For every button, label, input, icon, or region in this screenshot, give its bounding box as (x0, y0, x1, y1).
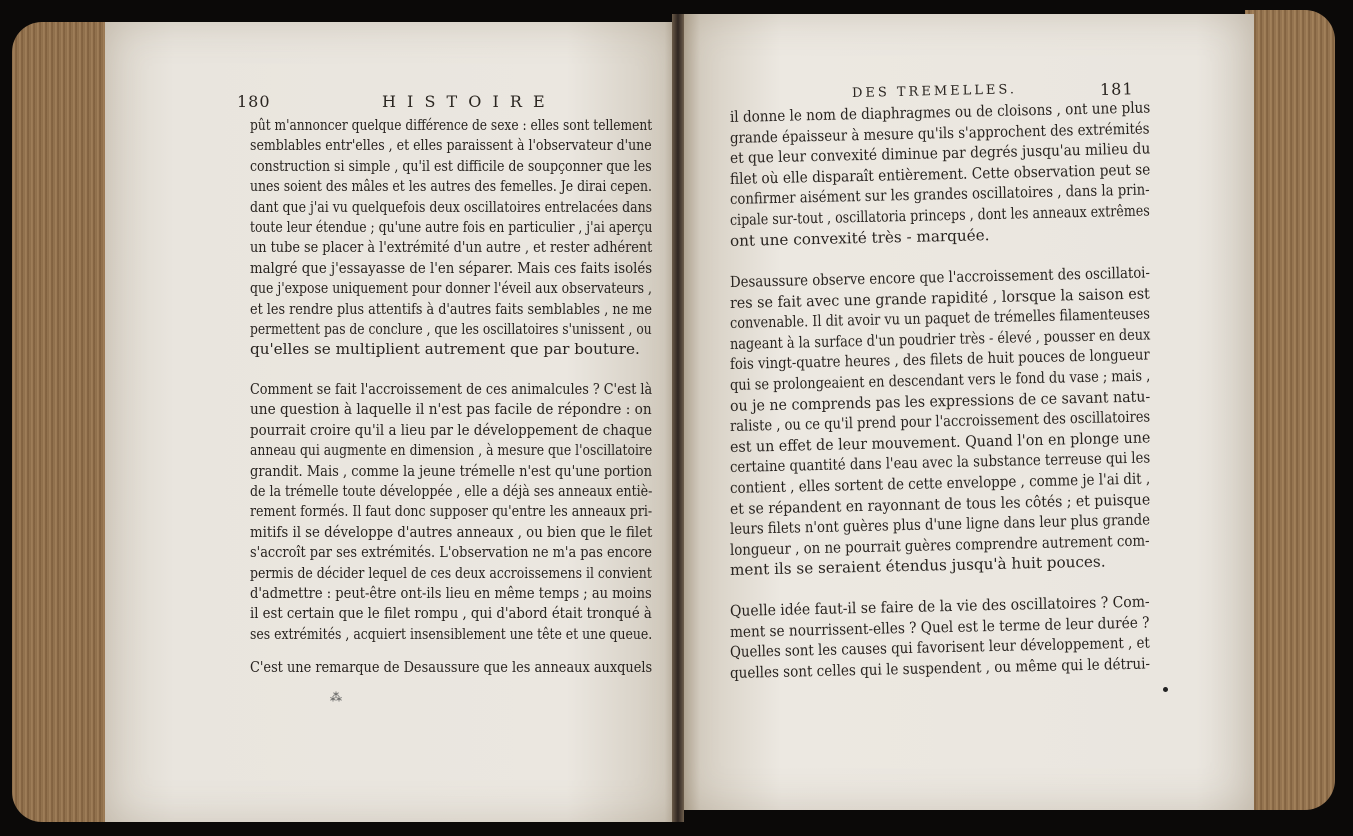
text-line: d'admettre : peut-être ont-ils lieu en même temps ; au moins (250, 584, 652, 602)
text-line: C'est une remarque de Desaussure que les anneaux auxquels (250, 658, 653, 676)
text-line: qu'elles se multiplient autrement que par bouture. (250, 340, 640, 359)
text-line: malgré que j'essayasse de l'en séparer. Mais ces faits isolés (250, 258, 653, 277)
text-line: Desaussure observe encore que l'accroissement des oscillatoi- (729, 263, 1151, 291)
text-line: cipale sur-tout , oscillatoria princeps , dont les anneaux extrêmes (729, 201, 1150, 229)
text-line: s'accroît par ses extrémités. L'observation ne m'a pas encore (250, 543, 652, 562)
text-line: Quelles sont les causes qui favorisent leur développement , et (729, 633, 1150, 662)
ink-spot (1163, 687, 1168, 692)
left-running-head: H I S T O I R E (382, 92, 548, 111)
text-line: grande épaisseur à mesure qu'ils s'approchent des extrémités (729, 119, 1150, 147)
text-line: semblables entr'elles , et elles paraissent à l'observateur d'une (250, 136, 652, 155)
book-gutter (672, 14, 684, 822)
text-line: res se fait avec une grande rapidité , lorsque la saison est (729, 284, 1151, 312)
text-line: convenable. Il dit avoir vu un paquet de trémelles filamenteuses (729, 304, 1151, 333)
text-line: de la trémelle toute développée , elle a déjà ses anneaux entiè- (250, 482, 653, 500)
text-line: est un effet de leur mouvement. Quand l'on en plonge une (729, 428, 1151, 456)
text-line: une question à laquelle il n'est pas facile de répondre : on (250, 400, 652, 419)
text-line: ment se nourrissent-elles ? Quel est le terme de leur durée ? (729, 613, 1150, 641)
right-page-number: 181 (1099, 79, 1134, 99)
text-line: qui se prolongeaient en descendant vers le fond du vase ; mais , (729, 366, 1151, 394)
text-line: que j'expose uniquement pour donner l'éveil aux observateurs , (250, 279, 652, 298)
text-line: Comment se fait l'accroissement de ces animalcules ? C'est là (250, 380, 653, 398)
right-running-head: DES TREMELLES. (851, 82, 1018, 101)
text-line: et se répandent en rayonnant de tous les côtés ; et puisque (729, 490, 1151, 518)
text-line: pût m'annoncer quelque différence de sexe : elles sont tellement (250, 116, 653, 134)
text-line: quelles sont celles qui le suspendent , ou même qui le détrui- (729, 654, 1151, 682)
text-line: pourrait croire qu'il a lieu par le développement de chaque (250, 420, 652, 439)
text-line: construction si simple , qu'il est difficile de soupçonner que les (250, 156, 652, 175)
left-page-edges (12, 22, 112, 822)
text-line: ont une convexité très - marquée. (729, 225, 990, 250)
printer-mark: ⁂ (330, 690, 342, 704)
text-line: toute leur étendue ; qu'une autre fois en particulier , j'ai aperçu (250, 218, 653, 236)
text-line: dant que j'ai vu quelquefois deux oscillatoires entrelacées dans (250, 197, 653, 216)
text-line: leurs filets n'ont guères plus d'une ligne dans leur plus grande (729, 510, 1151, 539)
text-line: fois vingt-quatre heures , des filets de huit pouces de longueur (729, 345, 1150, 374)
text-line: il est certain que le filet rompu , qui d'abord était tronqué à (250, 604, 652, 623)
text-line: longueur , on ne pourrait guères comprendre autrement com- (729, 531, 1150, 559)
text-line: anneau qui augmente en dimension , à mesure que l'oscillatoire (250, 441, 653, 460)
text-line: ses extrémités , acquiert insensiblement une tête et une queue. (250, 624, 653, 643)
left-page-number: 180 (237, 92, 271, 111)
text-line: un tube se placer à l'extrémité d'un autre , et rester adhérent (250, 238, 653, 257)
text-line: contient , elles sortent de cette enveloppe , comme je l'ai dit , (729, 469, 1151, 497)
text-line: filet où elle disparaît entièrement. Cette observation peut se (729, 160, 1151, 188)
text-line: Quelle idée faut-il se faire de la vie des oscillatoires ? Com- (729, 592, 1150, 620)
text-line: mitifs il se développe d'autres anneaux , ou bien que le filet (250, 522, 653, 541)
text-line: unes soient des mâles et les autres des femelles. Je dirai cepen. (250, 177, 652, 196)
text-line: il donne le nom de diaphragmes ou de cloisons , ont une plus (729, 98, 1151, 126)
text-line: et que leur convexité diminue par degrés jusqu'au milieu du (729, 139, 1151, 168)
text-line: nageant à la surface d'un poudrier très - élevé , pousser en deux (729, 325, 1151, 353)
text-line: permis de décider lequel de ces deux accroissemens il convient (250, 563, 652, 582)
text-line: ou je ne comprends pas les expressions de ce savant natu- (729, 387, 1151, 415)
text-line: raliste , ou ce qu'il prend pour l'accroissement des oscillatoires (729, 407, 1151, 436)
right-page-edges (1245, 10, 1335, 810)
text-line: et les rendre plus attentifs à d'autres faits semblables , ne me (250, 299, 652, 318)
text-line: certaine quantité dans l'eau avec la substance terreuse qui les (729, 448, 1151, 477)
text-line: confirmer aisément sur les grandes oscillatoires , dans la prin- (729, 180, 1150, 209)
text-line: grandit. Mais , comme la jeune trémelle n'est qu'une portion (250, 461, 652, 480)
text-line: permettent pas de conclure , que les oscillatoires s'unissent , ou (250, 320, 652, 338)
text-line: ment ils se seraient étendus jusqu'à huit pouces. (729, 552, 1106, 580)
text-line: rement formés. Il faut donc supposer qu'entre les anneaux pri- (250, 502, 653, 521)
